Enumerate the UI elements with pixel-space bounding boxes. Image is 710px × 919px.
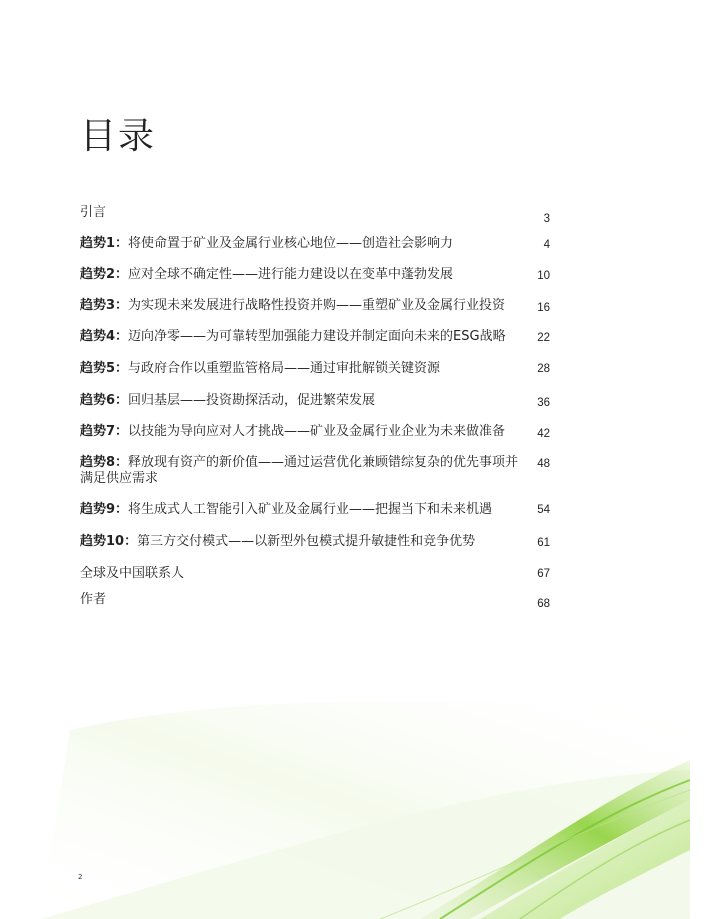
- toc-entry-page: 4: [543, 239, 550, 251]
- toc-entry-text: 应对全球不确定性——进行能力建设以在变革中蓬勃发展: [128, 267, 454, 282]
- toc-entry-prefix: 趋势8：: [80, 455, 129, 470]
- toc-entry-text: 作者: [80, 592, 107, 607]
- toc-entry-page: 68: [537, 598, 550, 610]
- toc-entry-page: 54: [537, 504, 550, 516]
- toc-entry-trend-7[interactable]: [80, 424, 550, 440]
- toc-entry-trend-1[interactable]: [80, 236, 550, 252]
- toc-entry-text: 为实现未来发展进行战略性投资并购——重塑矿业及金属行业投资: [128, 298, 506, 313]
- toc-entry-text: 全球及中国联系人: [80, 566, 185, 581]
- toc-entry-trend-8[interactable]: [80, 455, 550, 487]
- toc-entry-text: 将生成式人工智能引入矿业及金属行业——把握当下和未来机遇: [128, 502, 493, 517]
- toc-entry-prefix: 趋势9：: [80, 502, 129, 517]
- toc-entry-text: 以技能为导向应对人才挑战——矿业及金属行业企业为未来做准备: [128, 424, 506, 439]
- toc-entry-trend-2[interactable]: [80, 267, 550, 283]
- toc-entry-trend-6[interactable]: [80, 393, 550, 409]
- toc-entry-prefix: 趋势3：: [80, 298, 129, 313]
- toc-entry-text: 与政府合作以重塑监管格局——通过审批解锁关键资源: [128, 361, 441, 376]
- toc-entry-trend-9[interactable]: [80, 502, 550, 518]
- toc-entry-authors[interactable]: [80, 592, 550, 608]
- toc-entry-text: 释放现有资产的新价值——通过运营优化兼顾错综复杂的优先事项并满足供应需求: [80, 455, 519, 486]
- toc-entry-text: 第三方交付模式——以新型外包模式提升敏捷性和竞争优势: [137, 534, 476, 549]
- toc-entry-page: 67: [537, 568, 550, 580]
- toc-entry-page: 10: [537, 270, 550, 282]
- toc-entry-text: 引言: [80, 205, 107, 220]
- toc-entry-page: 36: [537, 397, 550, 409]
- toc-entry-prefix: 趋势6：: [80, 393, 129, 408]
- toc-entry-prefix: 趋势7：: [80, 424, 129, 439]
- toc-entry-page: 16: [537, 302, 550, 314]
- toc-entry-trend-3[interactable]: [80, 298, 550, 314]
- toc-entry-prefix: 趋势5：: [80, 361, 129, 376]
- toc-entry-text: 将使命置于矿业及金属行业核心地位——创造社会影响力: [128, 236, 454, 251]
- toc-entry-prefix: 趋势2：: [80, 267, 129, 282]
- toc-entry-page: 42: [537, 428, 550, 440]
- toc-entry-page: 3: [543, 213, 550, 225]
- page-number: 2: [78, 873, 83, 881]
- toc-entry-introduction[interactable]: [80, 205, 550, 225]
- toc-entry-trend-5[interactable]: [80, 361, 550, 377]
- toc-entry-page: 28: [537, 363, 550, 375]
- toc-entry-prefix: 趋势10：: [80, 534, 138, 549]
- toc-entry-page: 22: [537, 332, 550, 344]
- toc-entry-trend-10[interactable]: [80, 534, 550, 550]
- toc-entry-prefix: 趋势1：: [80, 236, 129, 251]
- page-title: 目录: [80, 116, 157, 157]
- toc-entry-page: 61: [537, 537, 550, 549]
- toc-entry-text: 迈向净零——为可靠转型加强能力建设并制定面向未来的ESG战略: [128, 329, 506, 344]
- toc-entry-contacts[interactable]: [80, 566, 550, 582]
- toc-entry-text: 回归基层——投资勘探活动，促进繁荣发展: [128, 393, 376, 408]
- toc-entry-prefix: 趋势4：: [80, 329, 129, 344]
- toc-entry-page: 48: [537, 458, 550, 470]
- toc-entry-trend-4[interactable]: [80, 329, 550, 345]
